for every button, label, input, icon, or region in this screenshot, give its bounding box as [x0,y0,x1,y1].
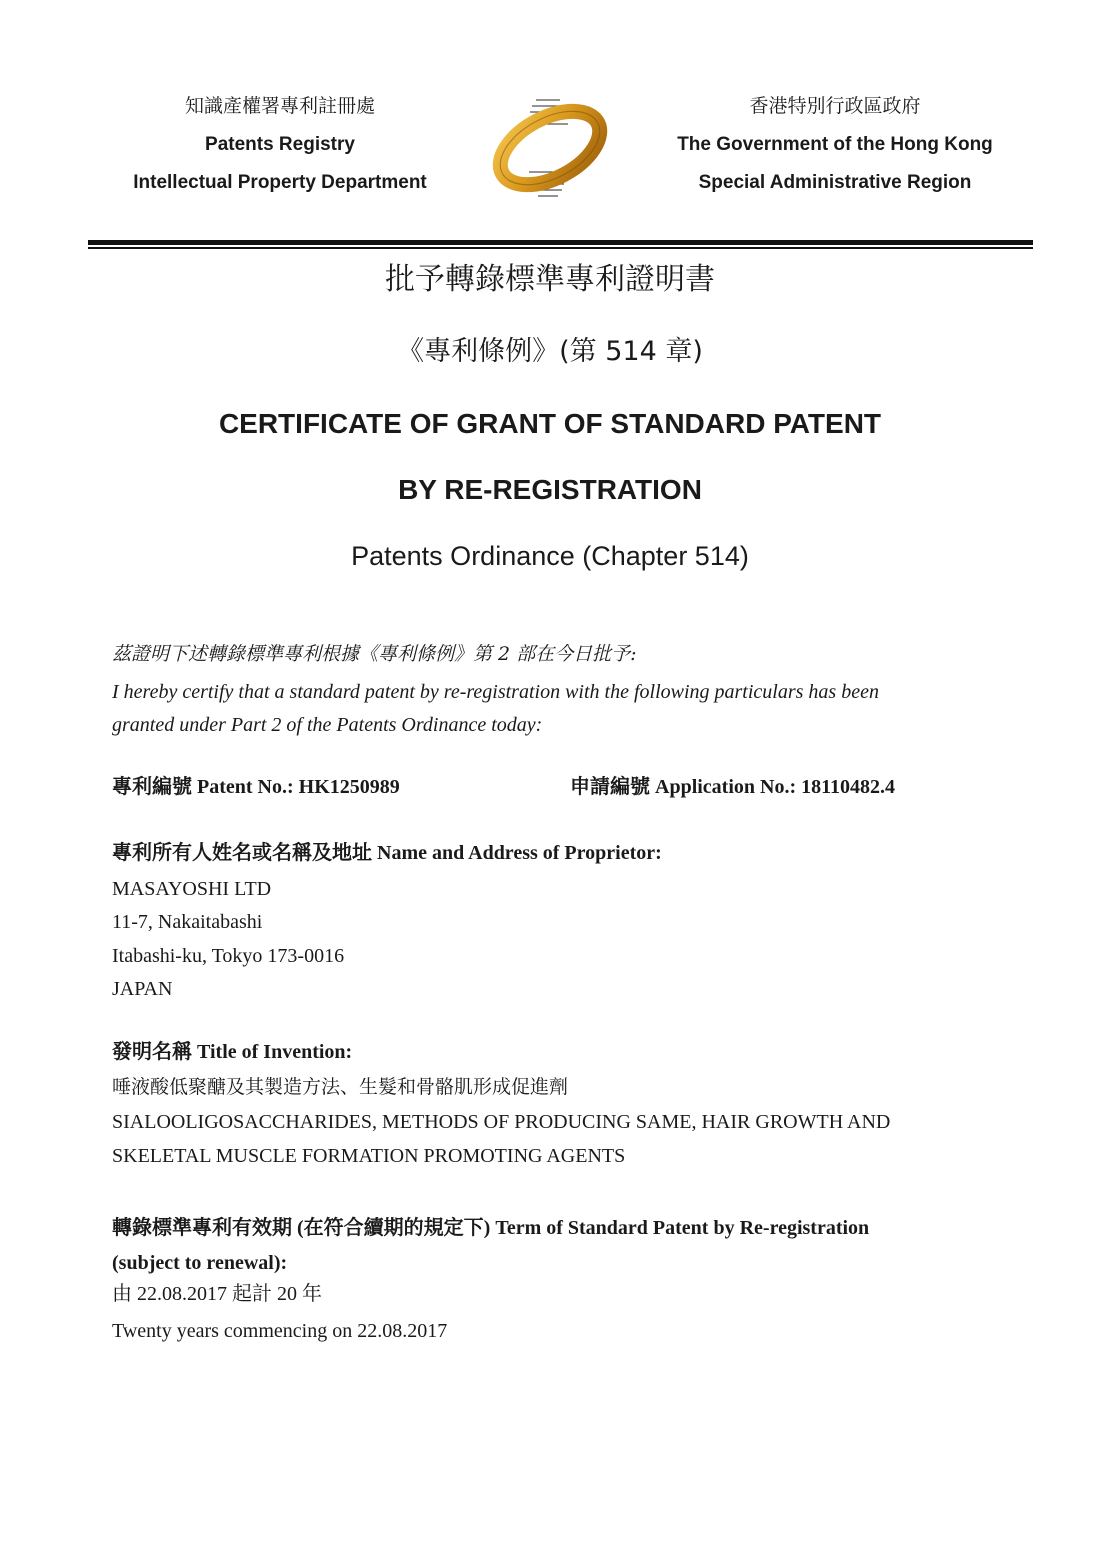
patent-number-label: 專利編號 Patent No.: [112,776,294,798]
certificate-title-line1: CERTIFICATE OF GRANT OF STANDARD PATENT [218,408,882,439]
term-en: Twenty years commencing on 22.08.2017 [112,1320,448,1342]
header-divider-thin [88,247,1033,249]
invention-title-en-line1: SIALOOLIGOSACCHARIDES, METHODS OF PRODUCING SAME, HAIR GROWTH AND [112,1111,891,1133]
government-name-line1: The Government of the Hong Kong [677,134,993,155]
term-label-line1: 轉錄標準專利有效期 (在符合續期的規定下) Term of Standard Patent by Re-registration [112,1217,870,1239]
department-name: Intellectual Property Department [133,172,427,193]
gold-ring-logo-icon [488,92,612,204]
ordinance-zh: 《專利條例》(第 514 章) [397,336,703,367]
header-left [100,88,460,202]
header-right [640,88,1030,202]
certificate-title-line2: BY RE-REGISTRATION [398,474,702,505]
invention-title-zh: 唾液酸低聚醣及其製造方法、生髮和骨骼肌形成促進劑 [112,1076,569,1098]
registry-name: Patents Registry [205,134,355,155]
certify-statement-line1: I hereby certify that a standard patent by re-registration with the following particulars has been [112,681,879,703]
registry-name-zh: 知識產權署專利註冊處 [184,96,375,117]
proprietor-country: JAPAN [112,978,173,1000]
invention-title-en-line2: SKELETAL MUSCLE FORMATION PROMOTING AGENTS [112,1145,626,1167]
application-number-label: 申請編號 Application No.: [570,776,797,798]
header-divider-thick [88,240,1033,245]
application-number [570,771,895,803]
proprietor-label: 專利所有人姓名或名稱及地址 Name and Address of Proprietor: [112,842,662,864]
term-label-line2: (subject to renewal): [112,1252,288,1274]
certify-statement-zh: 茲證明下述轉錄標準專利根據《專利條例》第 2 部在今日批予: [112,643,637,665]
certify-statement-line2: granted under Part 2 of the Patents Ordinance today: [112,714,543,736]
proprietor-address-line2: Itabashi-ku, Tokyo 173-0016 [112,945,345,967]
ordinance-en: Patents Ordinance (Chapter 514) [351,541,749,571]
government-name-zh: 香港特別行政區政府 [749,96,921,117]
proprietor-name: MASAYOSHI LTD [112,878,272,900]
government-name-line2: Special Administrative Region [698,172,972,193]
certificate-title-zh: 批予轉錄標準專利證明書 [385,262,715,297]
application-number-value: 18110482.4 [801,776,896,798]
patent-number-value: HK1250989 [298,776,400,798]
patent-number [112,771,400,803]
invention-title-label: 發明名稱 Title of Invention: [112,1041,353,1063]
term-zh: 由 22.08.2017 起計 20 年 [112,1283,322,1305]
proprietor-address-line1: 11-7, Nakaitabashi [112,911,263,933]
